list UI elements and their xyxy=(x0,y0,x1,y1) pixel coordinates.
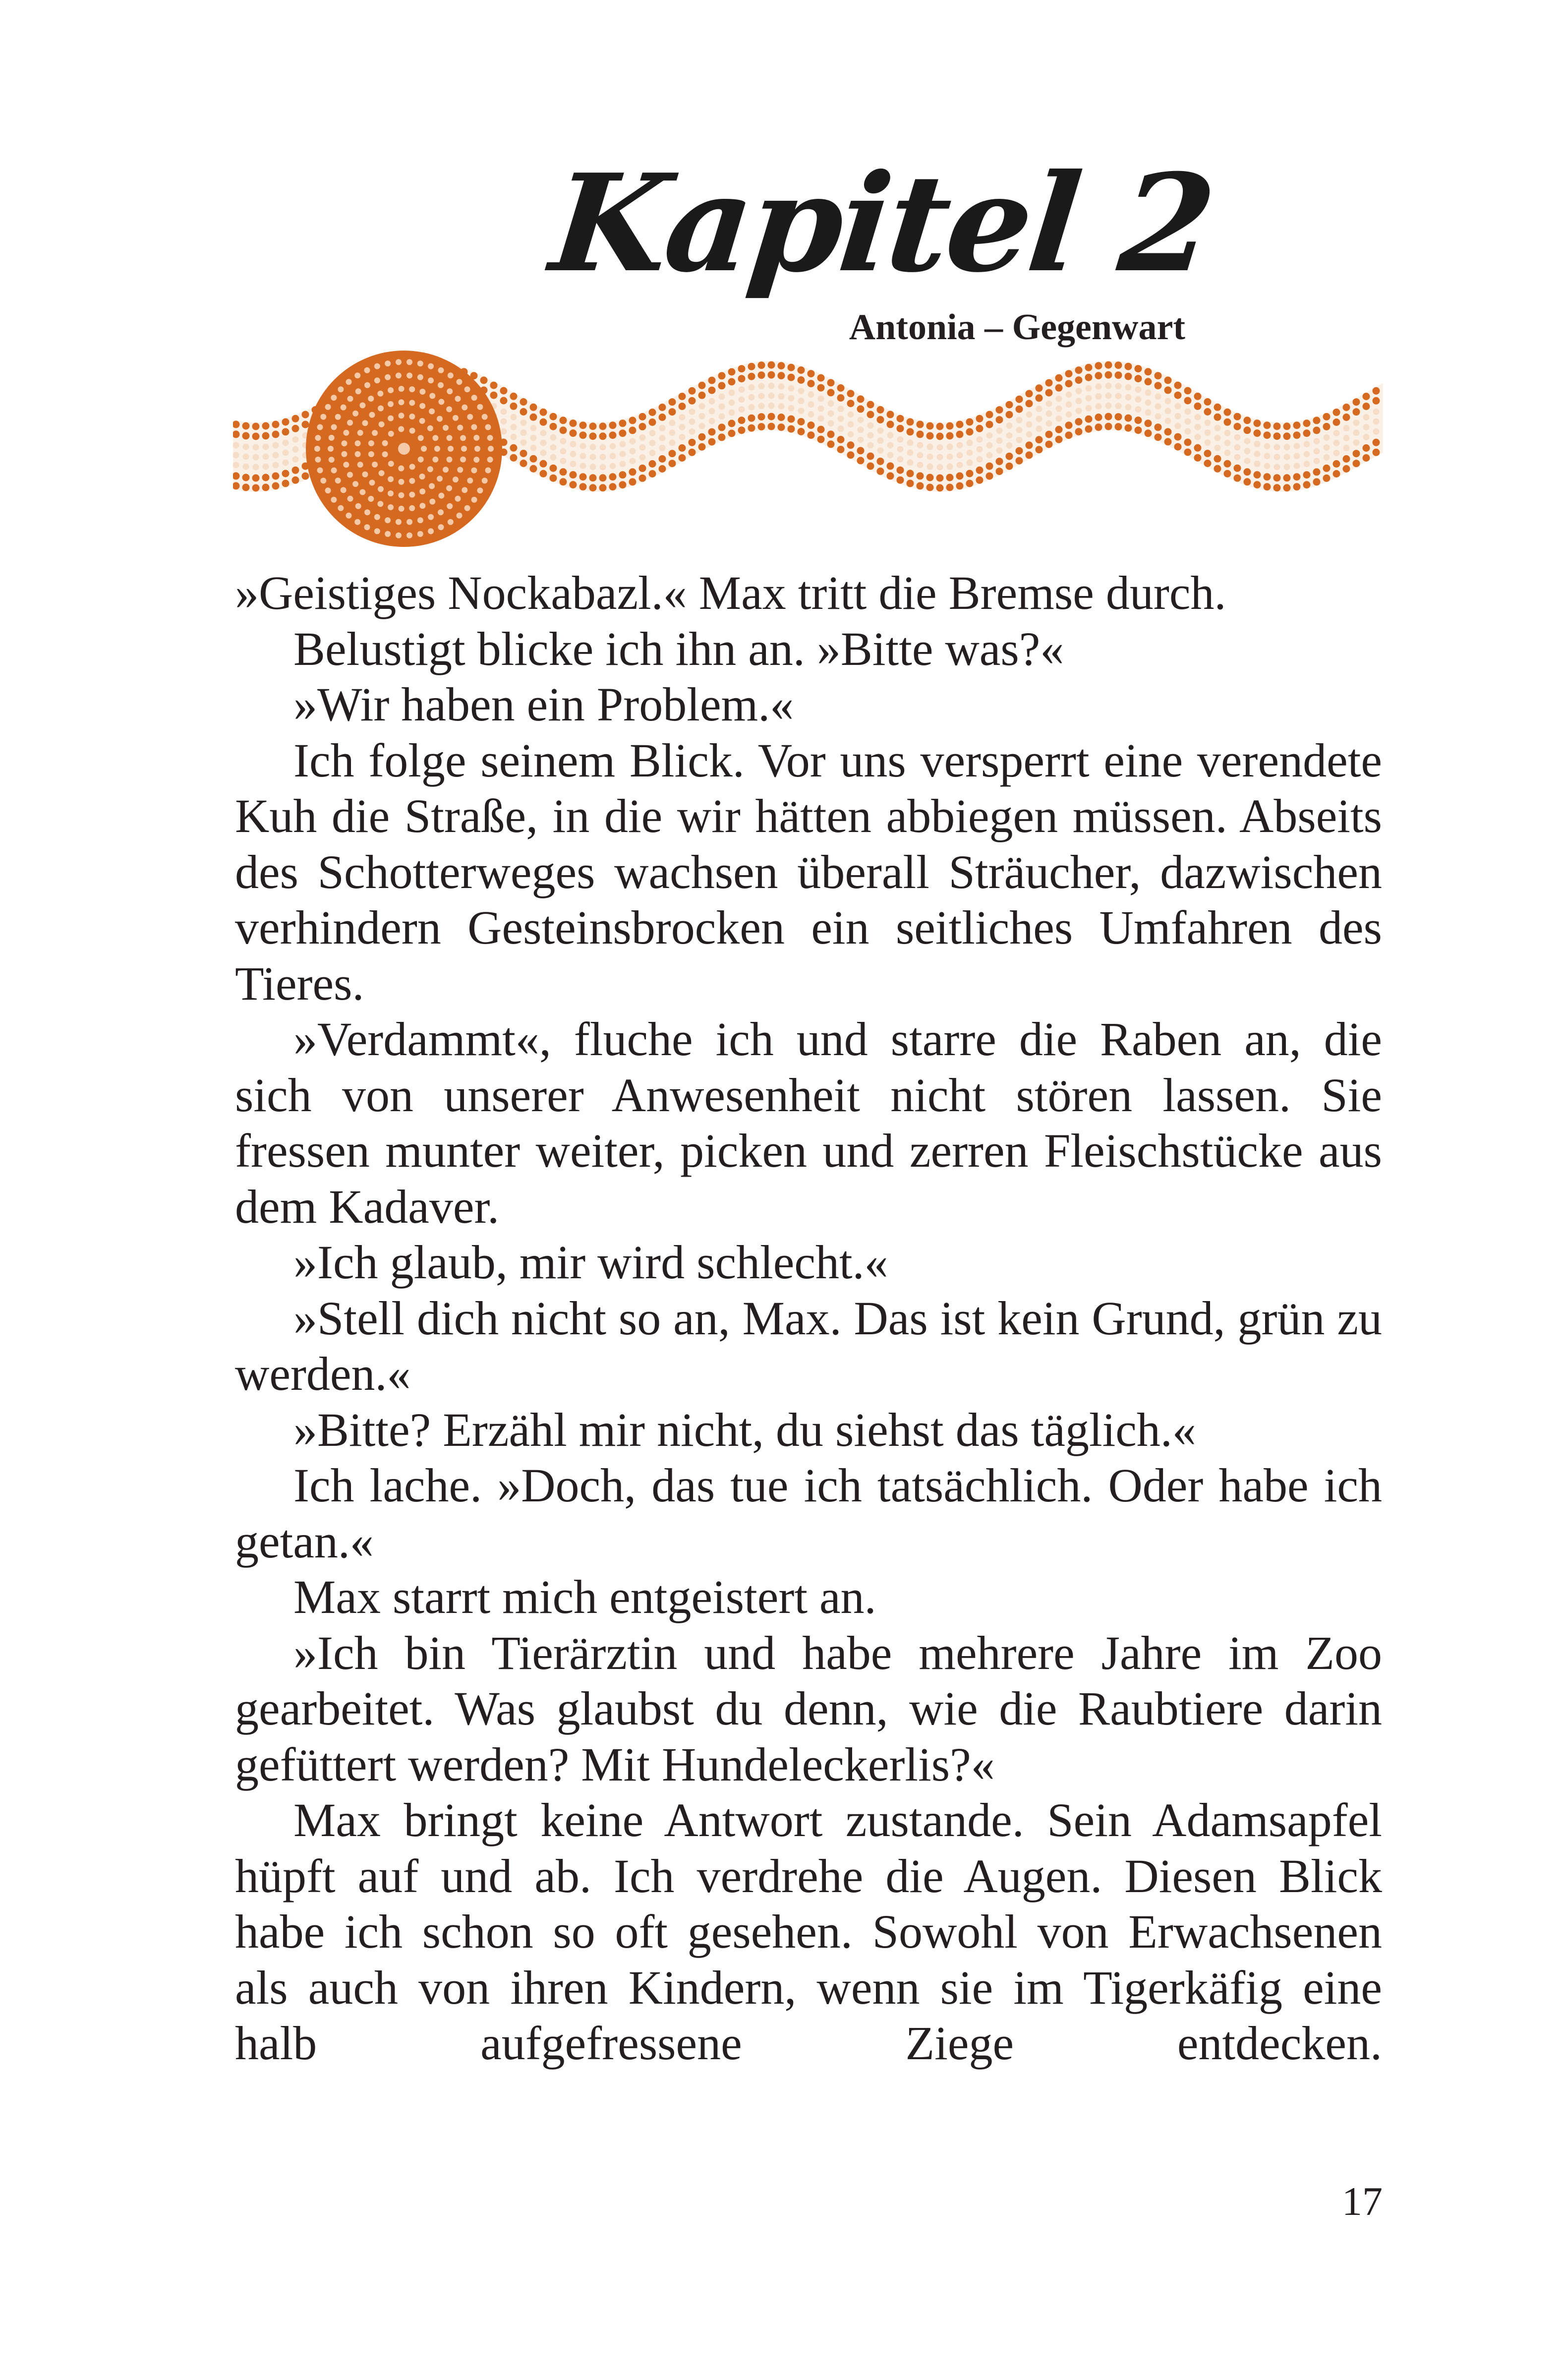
page-number: 17 xyxy=(1342,2179,1383,2224)
paragraph: Ich folge seinem Blick. Vor uns versperrt eine verendete Kuh die Straße, in die wir hätten abbiegen müssen. Abseits des Schotterweges wachsen überall Sträucher, dazwischen verhindern Gesteinsbrocken ein seitliches Umfahren des Tieres. xyxy=(235,733,1382,1010)
paragraph: »Wir haben ein Problem.« xyxy=(293,678,794,731)
aboriginal-dot-circle-wave-icon xyxy=(233,342,1383,550)
paragraph: Belustigt blicke ich ihn an. »Bitte was?« xyxy=(293,622,1064,675)
paragraph: »Ich glaub, mir wird schlecht.« xyxy=(293,1236,888,1289)
paragraph: »Verdammt«, fluche ich und starre die Raben an, die sich von unserer Anwesenheit nicht stören lassen. Sie fressen munter weiter, picken und zerren Fleischstücke aus dem Kadaver. xyxy=(235,1012,1382,1233)
paragraph: »Bitte? Erzähl mir nicht, du siehst das täglich.« xyxy=(293,1403,1196,1456)
paragraph: »Geistiges Nockabazl.« Max tritt die Bremse durch. xyxy=(235,566,1226,619)
chapter-subtitle: Antonia – Gegenwart xyxy=(849,307,1185,348)
paragraph: Max bringt keine Antwort zustande. Sein Adamsapfel hüpft auf und ab. Ich verdrehe die Augen. Diesen Blick habe ich schon so oft gesehen. Sowohl von Erwachsenen als auch von ihren Kindern, wenn sie im Tigerkäfig eine halb aufgefressene Ziege entdecken. xyxy=(235,1793,1382,2070)
chapter-title: Kapitel 2 xyxy=(544,144,1219,302)
paragraph: »Ich bin Tierärztin und habe mehrere Jahre im Zoo gearbeitet. Was glaubst du denn, wie die Raubtiere darin gefüttert werden? Mit Hundeleckerlis?« xyxy=(235,1626,1382,1791)
paragraph: »Stell dich nicht so an, Max. Das ist kein Grund, grün zu werden.« xyxy=(235,1291,1382,1400)
paragraph: Max starrt mich entgeistert an. xyxy=(293,1570,876,1623)
paragraph: Ich lache. »Doch, das tue ich tatsächlich. Oder habe ich getan.« xyxy=(235,1459,1382,1568)
chapter-body-text xyxy=(235,565,1382,2197)
